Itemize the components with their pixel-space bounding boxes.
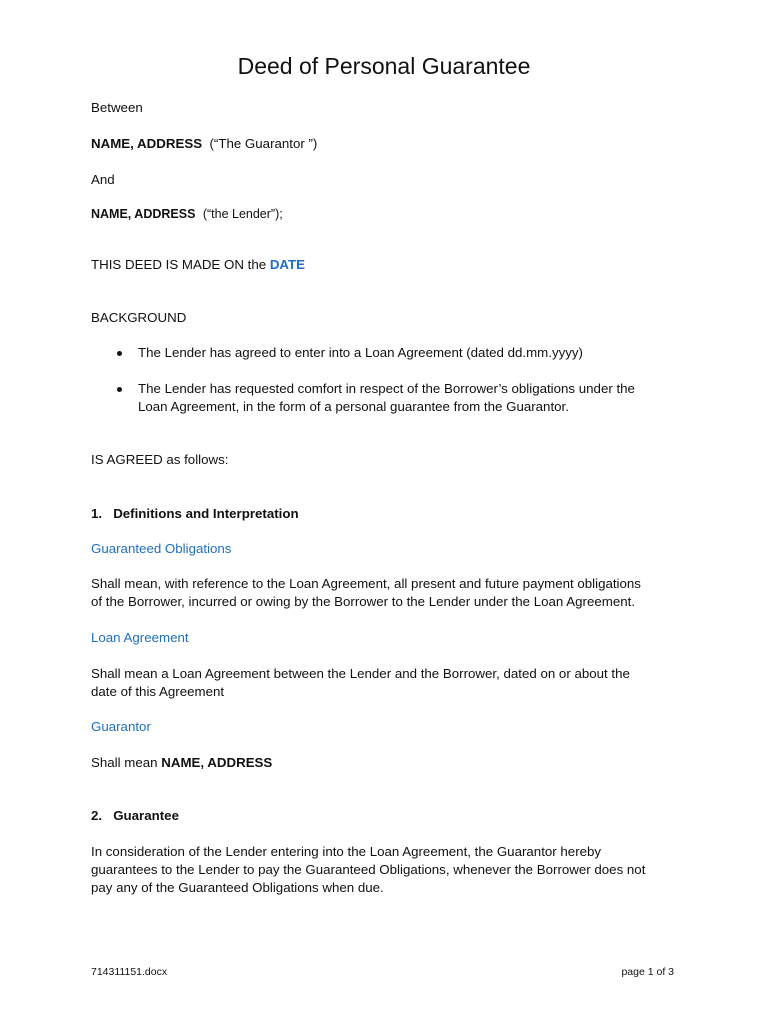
section-1-heading: [91, 505, 299, 523]
definition-line: Shall mean, with reference to the Loan Agreement, all present and future payment obligations: [91, 576, 641, 591]
deed-made-line: [91, 256, 305, 274]
background-heading: BACKGROUND: [91, 310, 187, 325]
guarantor-party-line: [91, 135, 317, 153]
section-2-body-line: guarantees to the Lender to pay the Guaranteed Obligations, whenever the Borrower does not: [91, 862, 646, 877]
footer-filename: 714311151.docx: [91, 966, 168, 978]
section-2-body-line: In consideration of the Lender entering into the Loan Agreement, the Guarantor hereby: [91, 844, 602, 859]
document-title: Deed of Personal Guarantee: [237, 53, 531, 79]
bullet-icon: [117, 351, 122, 356]
section-1-number: 1.: [91, 506, 103, 521]
section-1-title: Definitions and Interpretation: [113, 506, 299, 521]
between-label: Between: [91, 100, 143, 115]
lender-party-line: [91, 205, 283, 223]
term-guaranteed-obligations: Guaranteed Obligations: [91, 541, 232, 556]
section-2-body-line: pay any of the Guaranteed Obligations when due.: [91, 880, 384, 895]
definition-line: Shall mean a Loan Agreement between the Lender and the Borrower, dated on or about the: [91, 666, 630, 681]
term-loan-agreement: Loan Agreement: [91, 630, 189, 645]
guarantor-definition: [91, 754, 272, 772]
definition-line: date of this Agreement: [91, 684, 225, 699]
lender-name-address: NAME, ADDRESS: [91, 207, 196, 221]
guarantor-definition-name: NAME, ADDRESS: [161, 755, 273, 770]
section-2-number: 2.: [91, 808, 103, 823]
lender-role: (“the Lender”);: [202, 207, 283, 221]
and-label: And: [91, 172, 115, 187]
guarantor-name-address: NAME, ADDRESS: [91, 136, 203, 151]
background-item-2-line-2: Loan Agreement, in the form of a personal guarantee from the Guarantor.: [138, 399, 569, 414]
background-item-1: The Lender has agreed to enter into a Loan Agreement (dated dd.mm.yyyy): [138, 345, 583, 360]
deed-date: DATE: [269, 257, 306, 272]
term-guarantor: Guarantor: [91, 719, 151, 734]
section-2-heading: [91, 807, 179, 825]
deed-made-prefix: THIS DEED IS MADE ON the: [91, 257, 267, 272]
definition-prefix: Shall mean: [91, 755, 158, 770]
section-2-title: Guarantee: [113, 808, 179, 823]
guarantor-role: (“The Guarantor ”): [209, 136, 318, 151]
agreed-line: IS AGREED as follows:: [91, 452, 229, 467]
bullet-icon: [117, 387, 122, 392]
background-item-2-line-1: The Lender has requested comfort in respect of the Borrower’s obligations under the: [138, 381, 635, 396]
footer-page-number: page 1 of 3: [621, 966, 674, 978]
definition-line: of the Borrower, incurred or owing by the Borrower to the Lender under the Loan Agreement.: [91, 594, 636, 609]
